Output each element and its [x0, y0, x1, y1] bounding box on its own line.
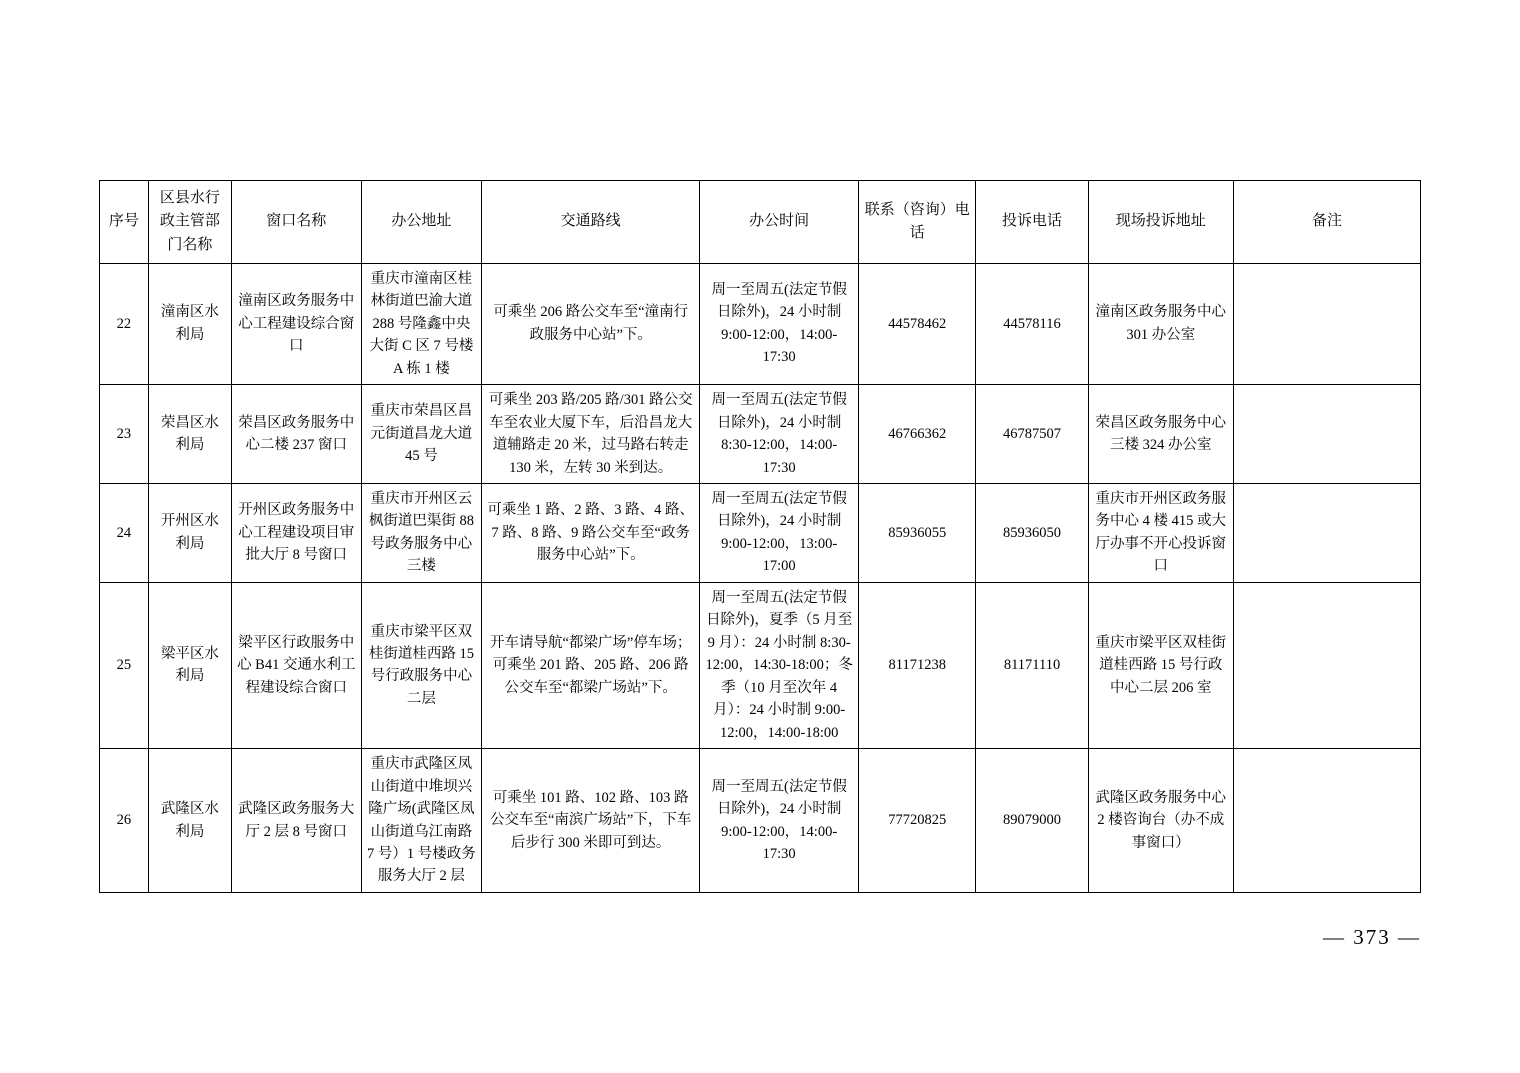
table-row [100, 385, 1421, 484]
cell-office-hours: 周一至周五(法定节假日除外)，24 小时制 9:00-12:00，14:00-17:30 [700, 263, 859, 384]
cell-no: 22 [100, 263, 149, 384]
header-complaint-address: 现场投诉地址 [1088, 181, 1233, 264]
table-row [100, 749, 1421, 893]
cell-complaint-phone: 89079000 [976, 749, 1088, 893]
header-no: 序号 [100, 181, 149, 264]
table-header-row [100, 181, 1421, 264]
cell-complaint-phone: 81171110 [976, 582, 1088, 748]
cell-office-hours: 周一至周五(法定节假日除外)，夏季（5 月至 9 月）：24 小时制 8:30-12:00，14:30-18:00；冬季（10 月至次年 4 月）：24 小时制 9:00-12:00，14:00-18:00 [700, 582, 859, 748]
cell-department: 武隆区水利局 [148, 749, 231, 893]
cell-office-address: 重庆市开州区云枫街道巴渠街 88 号政务服务中心三楼 [361, 483, 481, 582]
cell-transit-route: 可乘坐 206 路公交车至“潼南行政服务中心站”下。 [482, 263, 700, 384]
cell-department: 开州区水利局 [148, 483, 231, 582]
cell-contact-phone: 81171238 [859, 582, 976, 748]
cell-contact-phone: 85936055 [859, 483, 976, 582]
cell-transit-route: 可乘坐 1 路、2 路、3 路、4 路、7 路、8 路、9 路公交车至“政务服务中心站”下。 [482, 483, 700, 582]
cell-window-name: 潼南区政务服务中心工程建设综合窗口 [231, 263, 361, 384]
header-remark: 备注 [1234, 181, 1421, 264]
header-department: 区县水行政主管部门名称 [148, 181, 231, 264]
cell-complaint-phone: 46787507 [976, 385, 1088, 484]
cell-transit-route: 可乘坐 203 路/205 路/301 路公交车至农业大厦下车，后沿昌龙大道辅路走 20 米，过马路右转走 130 米，左转 30 米到达。 [482, 385, 700, 484]
cell-office-hours: 周一至周五(法定节假日除外)，24 小时制 9:00-12:00，13:00-17:00 [700, 483, 859, 582]
cell-no: 26 [100, 749, 149, 893]
cell-office-address: 重庆市潼南区桂林街道巴渝大道 288 号隆鑫中央大街 C 区 7 号楼 A 栋 1 楼 [361, 263, 481, 384]
cell-no: 24 [100, 483, 149, 582]
cell-department: 潼南区水利局 [148, 263, 231, 384]
cell-complaint-phone: 85936050 [976, 483, 1088, 582]
cell-complaint-address: 潼南区政务服务中心 301 办公室 [1088, 263, 1233, 384]
cell-complaint-address: 荣昌区政务服务中心三楼 324 办公室 [1088, 385, 1233, 484]
cell-office-hours: 周一至周五(法定节假日除外)，24 小时制 9:00-12:00，14:00-17:30 [700, 749, 859, 893]
cell-office-address: 重庆市梁平区双桂街道桂西路 15 号行政服务中心二层 [361, 582, 481, 748]
cell-contact-phone: 46766362 [859, 385, 976, 484]
header-contact-phone: 联系（咨询）电话 [859, 181, 976, 264]
cell-contact-phone: 77720825 [859, 749, 976, 893]
cell-window-name: 梁平区行政服务中心 B41 交通水利工程建设综合窗口 [231, 582, 361, 748]
service-windows-table [99, 180, 1421, 893]
cell-office-address: 重庆市武隆区凤山街道中堆坝兴隆广场(武隆区凤山街道乌江南路 7 号）1 号楼政务服务大厅 2 层 [361, 749, 481, 893]
table-row [100, 263, 1421, 384]
cell-office-hours: 周一至周五(法定节假日除外)，24 小时制 8:30-12:00，14:00-17:30 [700, 385, 859, 484]
header-office-address: 办公地址 [361, 181, 481, 264]
cell-complaint-address: 武隆区政务服务中心 2 楼咨询台（办不成事窗口） [1088, 749, 1233, 893]
header-transit-route: 交通路线 [482, 181, 700, 264]
cell-contact-phone: 44578462 [859, 263, 976, 384]
cell-no: 25 [100, 582, 149, 748]
cell-window-name: 武隆区政务服务大厅 2 层 8 号窗口 [231, 749, 361, 893]
page-number: — 373 — [1323, 925, 1421, 949]
cell-office-address: 重庆市荣昌区昌元街道昌龙大道 45 号 [361, 385, 481, 484]
cell-transit-route: 开车请导航“都梁广场”停车场；可乘坐 201 路、205 路、206 路公交车至“都梁广场站”下。 [482, 582, 700, 748]
cell-department: 梁平区水利局 [148, 582, 231, 748]
cell-window-name: 荣昌区政务服务中心二楼 237 窗口 [231, 385, 361, 484]
cell-remark [1234, 749, 1421, 893]
cell-complaint-phone: 44578116 [976, 263, 1088, 384]
cell-transit-route: 可乘坐 101 路、102 路、103 路公交车至“南滨广场站”下，下车后步行 300 米即可到达。 [482, 749, 700, 893]
cell-no: 23 [100, 385, 149, 484]
cell-department: 荣昌区水利局 [148, 385, 231, 484]
cell-remark [1234, 582, 1421, 748]
header-complaint-phone: 投诉电话 [976, 181, 1088, 264]
cell-remark [1234, 483, 1421, 582]
cell-remark [1234, 263, 1421, 384]
cell-complaint-address: 重庆市开州区政务服务中心 4 楼 415 或大厅办事不开心投诉窗口 [1088, 483, 1233, 582]
cell-remark [1234, 385, 1421, 484]
cell-complaint-address: 重庆市梁平区双桂街道桂西路 15 号行政中心二层 206 室 [1088, 582, 1233, 748]
header-window-name: 窗口名称 [231, 181, 361, 264]
header-office-hours: 办公时间 [700, 181, 859, 264]
table-row [100, 582, 1421, 748]
table-row [100, 483, 1421, 582]
cell-window-name: 开州区政务服务中心工程建设项目审批大厅 8 号窗口 [231, 483, 361, 582]
